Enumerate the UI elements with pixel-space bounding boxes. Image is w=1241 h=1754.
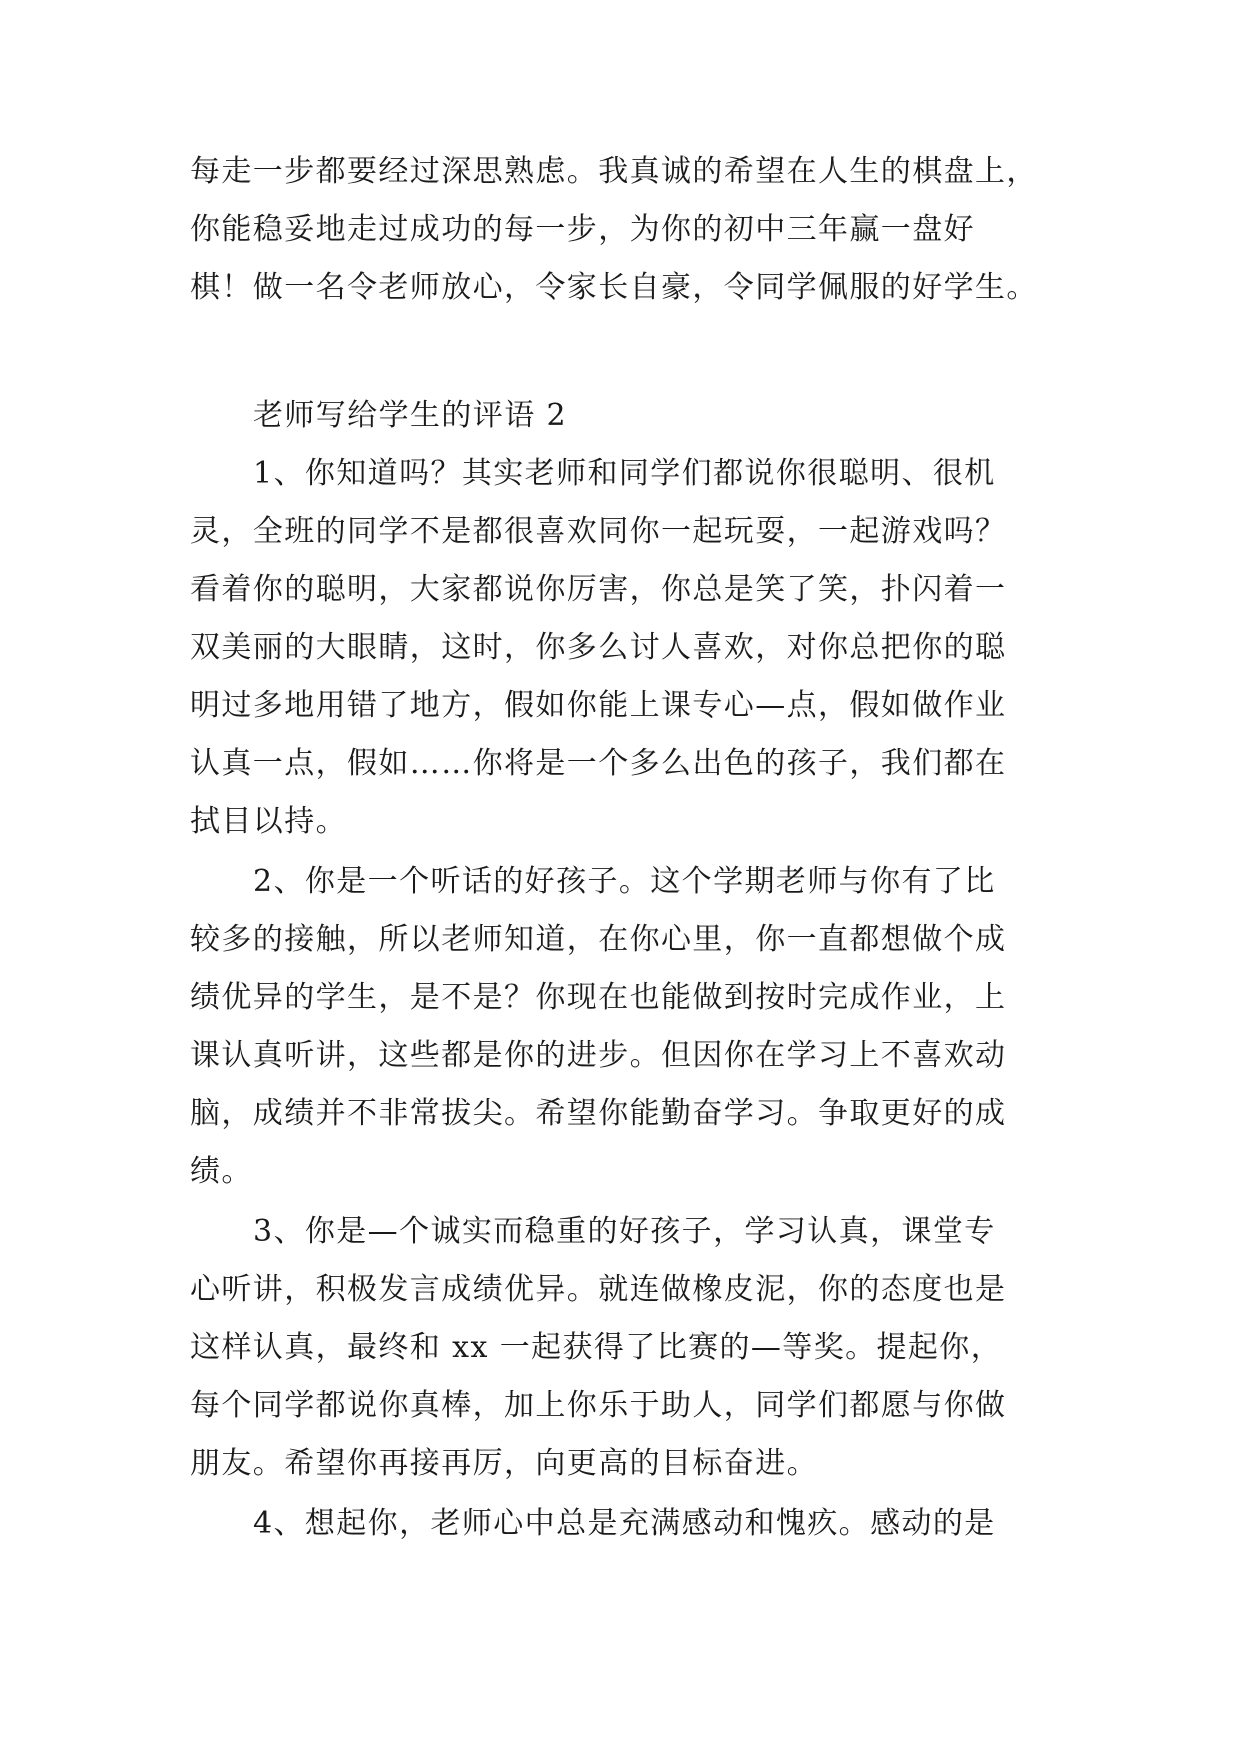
comment-2-line-1: 2、你是一个听话的好孩子。这个学期老师与你有了比 <box>253 864 996 899</box>
comment-1-line-3: 看着你的聪明，大家都说你厉害，你总是笑了笑，扑闪着一 <box>190 572 1007 607</box>
comment-1-line-2: 灵，全班的同学不是都很喜欢同你一起玩耍，一起游戏吗？ <box>190 514 1007 549</box>
comment-3-line-4: 每个同学都说你真棒，加上你乐于助人，同学们都愿与你做 <box>190 1388 1007 1423</box>
comment-2-line-4: 课认真听讲，这些都是你的进步。但因你在学习上不喜欢动 <box>190 1038 1007 1073</box>
intro-line-1: 每走一步都要经过深思熟虑。我真诚的希望在人生的棋盘上， <box>190 154 1038 189</box>
comment-1-line-6: 认真一点，假如……你将是一个多么出色的孩子，我们都在 <box>190 746 1007 781</box>
comment-1-line-1: 1、你知道吗？其实老师和同学们都说你很聪明、很机 <box>253 456 996 491</box>
intro-line-2: 你能稳妥地走过成功的每一步，为你的初中三年赢一盘好 <box>190 212 975 247</box>
comment-4-line-1: 4、想起你，老师心中总是充满感动和愧疚。感动的是 <box>253 1506 996 1541</box>
comment-1-line-5: 明过多地用错了地方，假如你能上课专心—点，假如做作业 <box>190 688 1007 723</box>
comment-1-line-7: 拭目以持。 <box>190 804 347 839</box>
comment-3-line-3: 这样认真，最终和 xx 一起获得了比赛的—等奖。提起你， <box>190 1330 1003 1365</box>
comment-2-line-2: 较多的接触，所以老师知道，在你心里，你一直都想做个成 <box>190 922 1007 957</box>
section-title: 老师写给学生的评语 2 <box>253 398 568 433</box>
comment-3-line-1: 3、你是—个诚实而稳重的好孩子，学习认真，课堂专 <box>253 1214 996 1249</box>
intro-line-3: 棋！做一名令老师放心，令家长自豪，令同学佩服的好学生。 <box>190 270 1038 305</box>
comment-2-line-6: 绩。 <box>190 1154 253 1189</box>
comment-1-line-4: 双美丽的大眼睛，这时，你多么讨人喜欢，对你总把你的聪 <box>190 630 1007 665</box>
comment-2-line-5: 脑，成绩并不非常拔尖。希望你能勤奋学习。争取更好的成 <box>190 1096 1007 1131</box>
comment-3-line-2: 心听讲，积极发言成绩优异。就连做橡皮泥，你的态度也是 <box>190 1272 1007 1307</box>
comment-3-line-5: 朋友。希望你再接再厉，向更高的目标奋进。 <box>190 1446 818 1481</box>
comment-2-line-3: 绩优异的学生，是不是？你现在也能做到按时完成作业，上 <box>190 980 1007 1015</box>
